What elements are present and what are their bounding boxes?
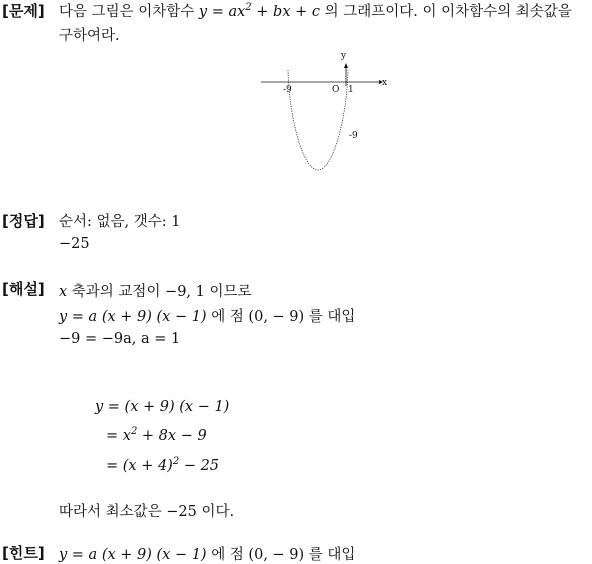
answer-label: [정답] [2, 212, 45, 230]
answer-line1: 순서: 없음, 갯수: 1 [59, 214, 181, 230]
explanation-line2: y = a (x + 9) (x − 1) 에 점 (0, − 9) 를 대입 [59, 309, 356, 325]
explanation-label: [해설] [2, 280, 45, 298]
right-root-label: 1 [348, 85, 354, 95]
problem-text-suffix: 의 그래프이다. 이 이차함수의 최솟값을 [324, 4, 572, 20]
function-formula: $y = ax^2$ + bx + c [198, 2, 320, 20]
x-axis-label: x [382, 78, 388, 88]
left-root-label: -9 [283, 85, 292, 95]
hint-line: y = a (x + 9) (x − 1) 에 점 (0, − 9) 를 대입 [59, 547, 356, 563]
derivation-row2: = $x^2 + 8x - 9$ [106, 426, 207, 444]
explanation-line3: −9 = −9a, a = 1 [59, 331, 181, 347]
origin-label: O [332, 85, 340, 95]
y-axis-label: y [341, 51, 347, 61]
problem-label: [문제] [2, 2, 45, 20]
problem-text-prefix: 다음 그림은 이차함수 [59, 4, 195, 20]
parabola-graph [255, 48, 395, 182]
derivation-row3: = $(x + 4)^2 - 25$ [106, 456, 220, 474]
answer-line2: −25 [59, 236, 90, 252]
y-intercept-label: -9 [349, 131, 358, 141]
derivation-row1: y = (x + 9) (x − 1) [95, 399, 230, 415]
problem-text-line1 [59, 0, 572, 21]
problem-text-line2: 구하여라. [59, 28, 120, 44]
explanation-line1: x 축과의 교점이 −9, 1 이므로 [59, 284, 252, 300]
explanation-conclusion: 따라서 최소값은 −25 이다. [59, 504, 235, 520]
y-axis-arrow [344, 63, 348, 68]
hint-label: [힌트] [2, 544, 45, 562]
